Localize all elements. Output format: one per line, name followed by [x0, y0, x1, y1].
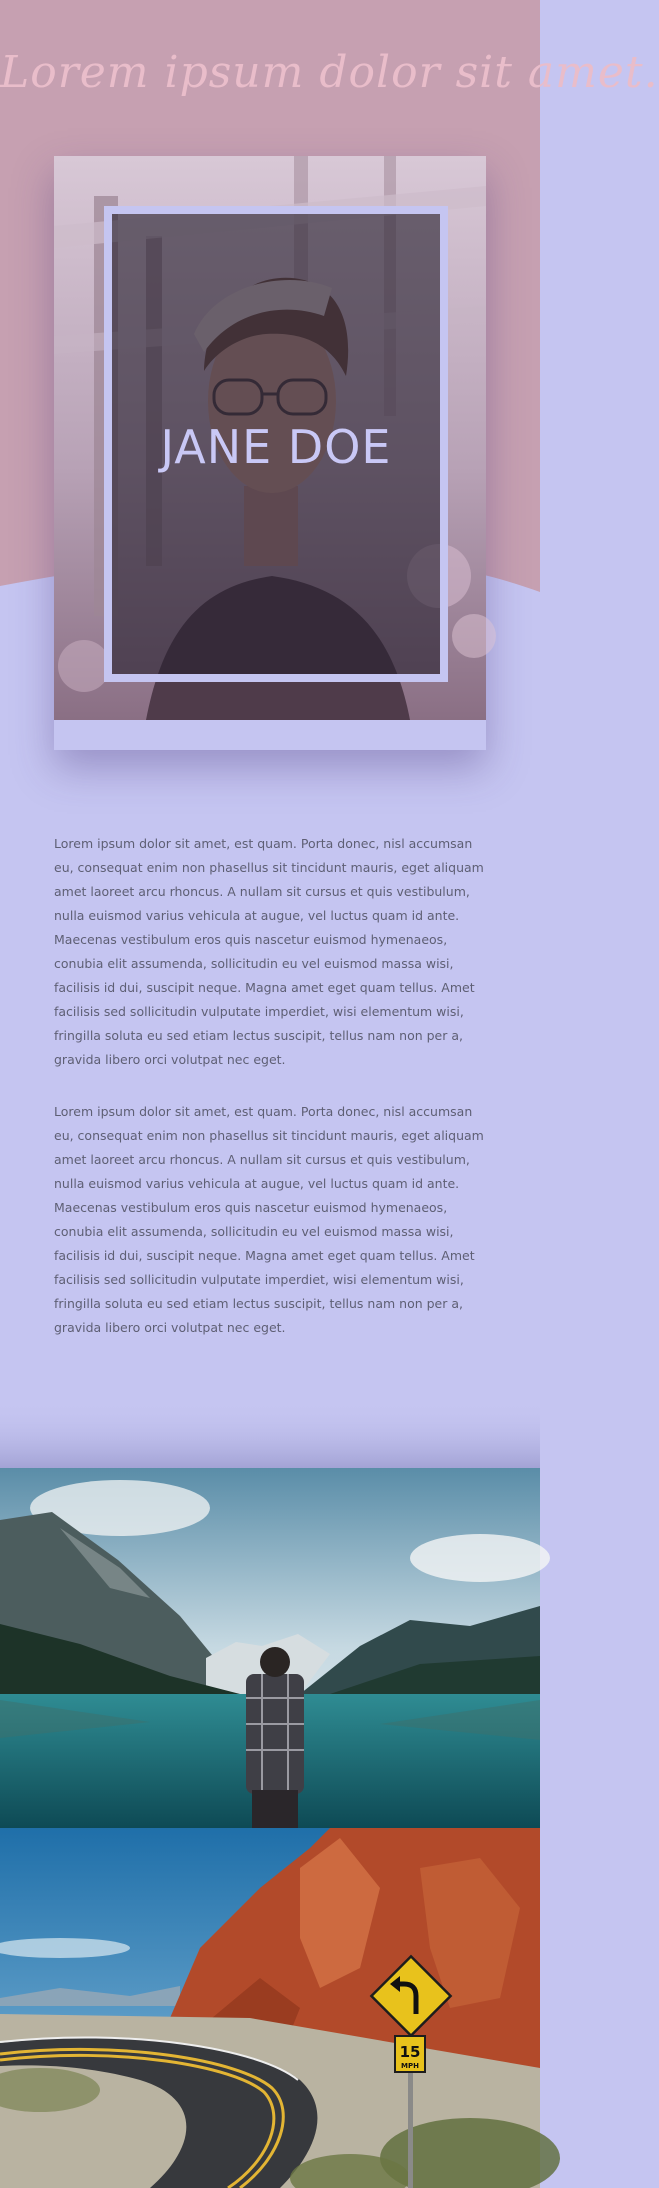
body-paragraph-1: Lorem ipsum dolor sit amet, est quam. Porta donec, nisl accumsan eu, consequat enim non phasellus sit tincidunt mauris, eget aliquam amet laoreet arcu rhoncus. A nullam sit cursus et quis vestibulum, nulla euismod varius vehicula at augue, vel luctus quam id ante. Maecenas vestibulum eros quis nascetur euismod hymenaeos, conubia elit assumenda, sollicitudin eu vel euismod massa wisi, facilisis id dui, suscipit neque. Magna amet eget quam tellus. Amet facilisis sed sollicitudin vulputate imperdiet, wisi elementum wisi, fringilla soluta eu sed etiam lectus suscipit, tellus nam non per a, gravida libero orci volutpat nec eget.	[54, 836, 484, 1067]
speed-sign-value: 15	[399, 2043, 421, 2061]
body-paragraph-2: Lorem ipsum dolor sit amet, est quam. Porta donec, nisl accumsan eu, consequat enim non phasellus sit tincidunt mauris, eget aliquam amet laoreet arcu rhoncus. A nullam sit cursus et quis vestibulum, nulla euismod varius vehicula at augue, vel luctus quam id ante. Maecenas vestibulum eros quis nascetur euismod hymenaeos, conubia elit assumenda, sollicitudin eu vel euismod massa wisi, facilisis id dui, suscipit neque. Magna amet eget quam tellus. Amet facilisis sed sollicitudin vulputate imperdiet, wisi elementum wisi, fringilla soluta eu sed etiam lectus suscipit, tellus nam non per a, gravida libero orci volutpat nec eget.	[54, 1104, 484, 1335]
page-headline: Lorem ipsum dolor sit amet.	[0, 47, 659, 98]
name-overlay-frame	[104, 206, 448, 682]
desert-road-photo	[0, 1828, 540, 2188]
profile-name: JANE DOE	[160, 420, 392, 474]
mountain-lake-photo	[0, 1468, 540, 1828]
profile-card	[54, 156, 486, 750]
speed-sign-unit: MPH	[401, 2062, 419, 2070]
